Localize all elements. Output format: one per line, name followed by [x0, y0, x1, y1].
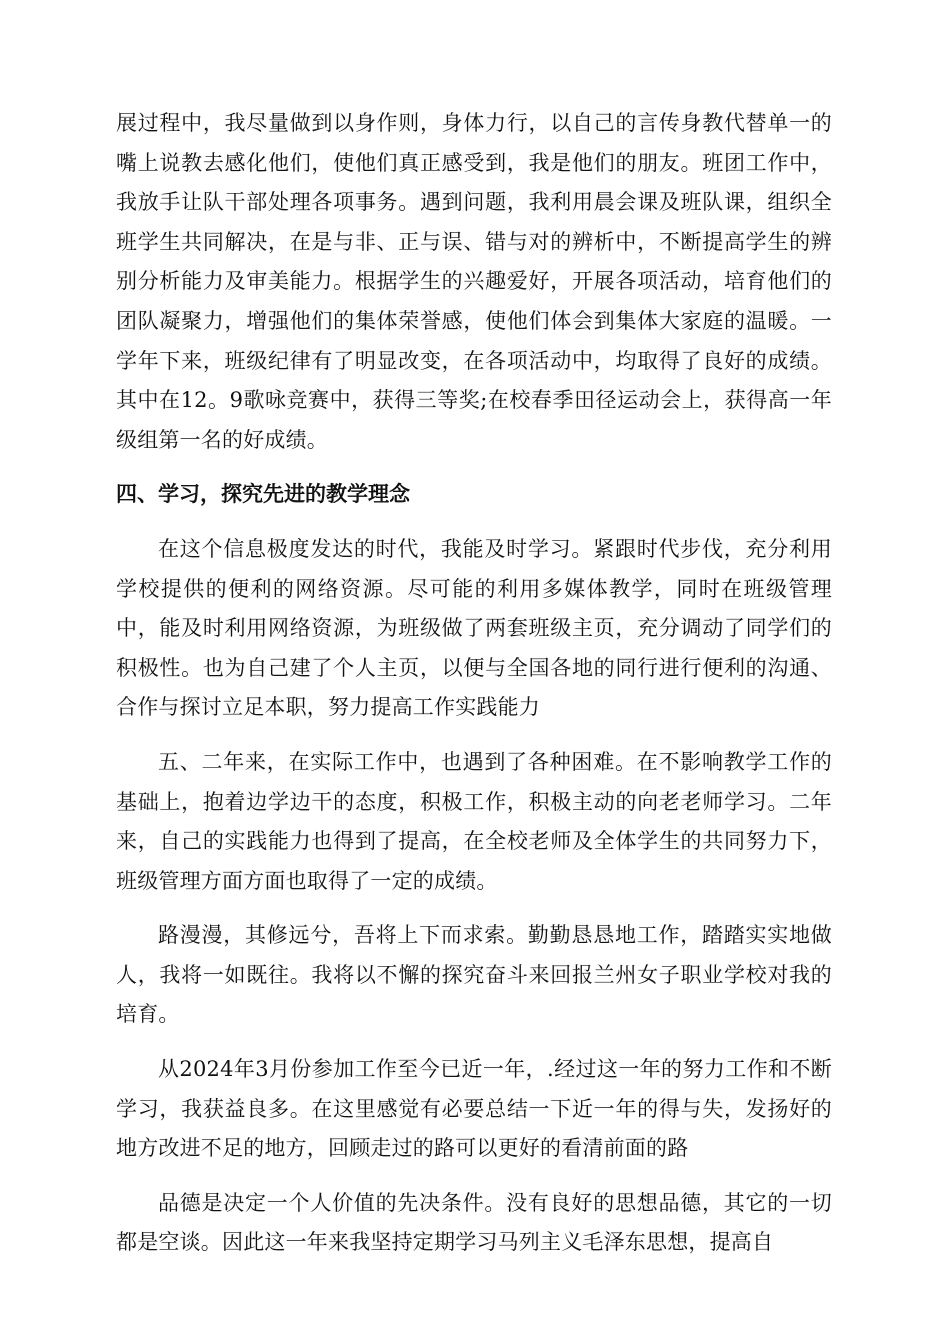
paragraph-section-5: 五、二年来，在实际工作中，也遇到了各种困难。在不影响教学工作的基础上，抱着边学边干的态度，积极工作，积极主动的向老老师学习。二年来，自己的实践能力也得到了提高，在全校老师及全体学生的共同努力下，班级管理方面方面也取得了一定的成绩。	[116, 749, 832, 893]
spacer	[116, 515, 832, 530]
spacer	[116, 901, 832, 916]
paragraph-conclusion: 路漫漫，其修远兮，吾将上下而求索。勤勤恳恳地工作，踏踏实实地做人，我将一如既往。我将以不懈的探究奋斗来回报兰州女子职业学校对我的培育。	[116, 923, 832, 1027]
paragraph-learning: 在这个信息极度发达的时代，我能及时学习。紧跟时代步伐，充分利用学校提供的便利的网络资源。尽可能的利用多媒体教学，同时在班级管理中，能及时利用网络资源，为班级做了两套班级主页，充分调动了同学们的积极性。也为自己建了个人主页，以便与全国各地的同行进行便利的沟通、合作与探讨立足本职，努力提高工作实践能力	[116, 536, 832, 720]
spacer	[116, 460, 832, 475]
spacer	[116, 728, 832, 743]
document-body	[116, 104, 832, 1263]
spacer	[116, 1169, 832, 1184]
paragraph-year-summary: 从2024年3月份参加工作至今已近一年，.经过这一年的努力工作和不断学习，我获益良多。在这里感觉有必要总结一下近一年的得与失，发扬好的地方改进不足的地方，回顾走过的路可以更好的看清前面的路	[116, 1057, 832, 1161]
spacer	[116, 1035, 832, 1050]
paragraph-class-work: 展过程中，我尽量做到以身作则，身体力行，以自己的言传身教代替单一的嘴上说教去感化他们，使他们真正感受到，我是他们的朋友。班团工作中，我放手让队干部处理各项事务。遇到问题，我利用晨会课及班队课，组织全班学生共同解决，在是与非、正与误、错与对的辨析中，不断提高学生的辨别分析能力及审美能力。根据学生的兴趣爱好，开展各项活动，培育他们的团队凝聚力，增强他们的集体荣誉感，使他们体会到集体大家庭的温暖。一学年下来，班级纪律有了明显改变，在各项活动中，均取得了良好的成绩。其中在12。9歌咏竞赛中，获得三等奖;在校春季田径运动会上，获得高一年级组第一名的好成绩。	[116, 111, 832, 452]
paragraph-character: 品德是决定一个人价值的先决条件。没有良好的思想品德，其它的一切都是空谈。因此这一年来我坚持定期学习马列主义毛泽东思想，提高自	[116, 1190, 832, 1255]
section-heading-4: 四、学习，探究先进的教学理念	[116, 482, 410, 507]
